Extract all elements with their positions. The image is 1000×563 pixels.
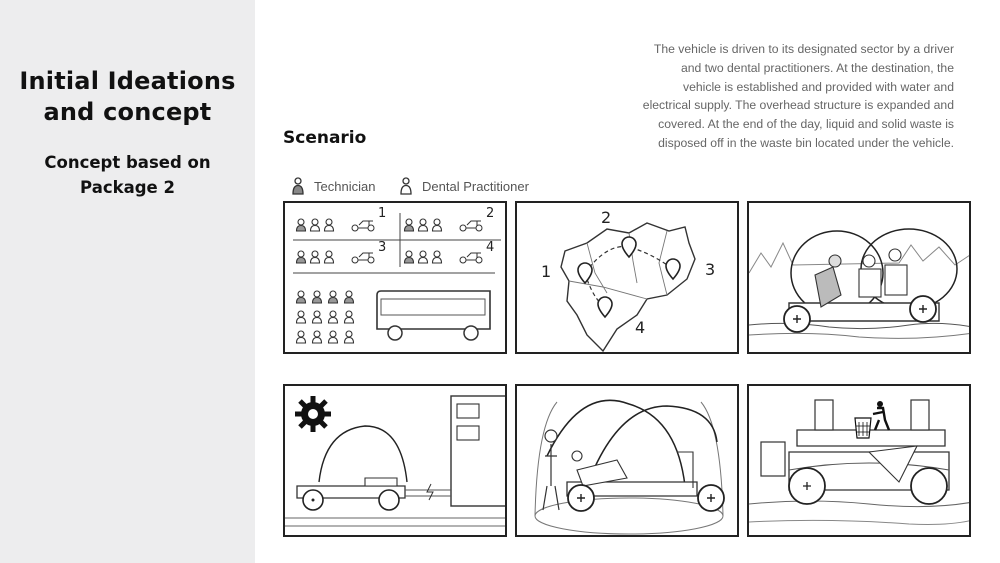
sector-number: 4 xyxy=(635,318,646,337)
subtitle-line-1: Concept based on xyxy=(44,153,211,172)
legend-technician xyxy=(291,176,375,196)
sector-number: 3 xyxy=(705,260,716,279)
gear-icon xyxy=(295,396,331,432)
description-line: The vehicle is driven to its designated sector by a driver xyxy=(653,42,954,56)
technician-person-icon xyxy=(291,177,305,195)
waste-disposal-panel xyxy=(747,384,971,537)
sector-number: 1 xyxy=(541,262,552,281)
section-title: Scenario xyxy=(283,128,367,148)
sector-number: 3 xyxy=(378,240,387,255)
sector-number: 2 xyxy=(601,208,612,227)
description-line: vehicle is established and provided with water and xyxy=(683,79,954,94)
map-panel xyxy=(515,201,739,354)
description-line: and two dental practitioners. At the destination, the xyxy=(680,60,954,75)
dental-practitioner-person-icon xyxy=(399,177,413,195)
deployment-panel xyxy=(283,201,507,354)
description-line: disposed off in the waste bin located under the vehicle. xyxy=(658,135,954,150)
page-subtitle xyxy=(0,150,255,200)
scenario-description xyxy=(600,40,954,153)
page-title xyxy=(0,66,255,128)
sector-number: 4 xyxy=(486,240,495,255)
legend-label: Dental Practitioner xyxy=(422,178,529,194)
treatment-panel xyxy=(515,384,739,537)
subtitle-line-2: Package 2 xyxy=(80,178,175,197)
driving-panel xyxy=(747,201,971,354)
description-line: covered. At the end of the day, liquid and solid waste is xyxy=(658,117,954,132)
description-line: electrical supply. The overhead structure is expanded and xyxy=(642,98,954,113)
legend-dental-practitioner xyxy=(399,176,529,196)
sidebar xyxy=(0,0,255,563)
setup-panel xyxy=(283,384,507,537)
title-line-1: Initial Ideations xyxy=(19,67,236,95)
legend-label: Technician xyxy=(314,178,376,194)
sector-number: 1 xyxy=(378,206,387,221)
sector-number: 2 xyxy=(486,206,495,221)
title-line-2: and concept xyxy=(43,98,212,126)
